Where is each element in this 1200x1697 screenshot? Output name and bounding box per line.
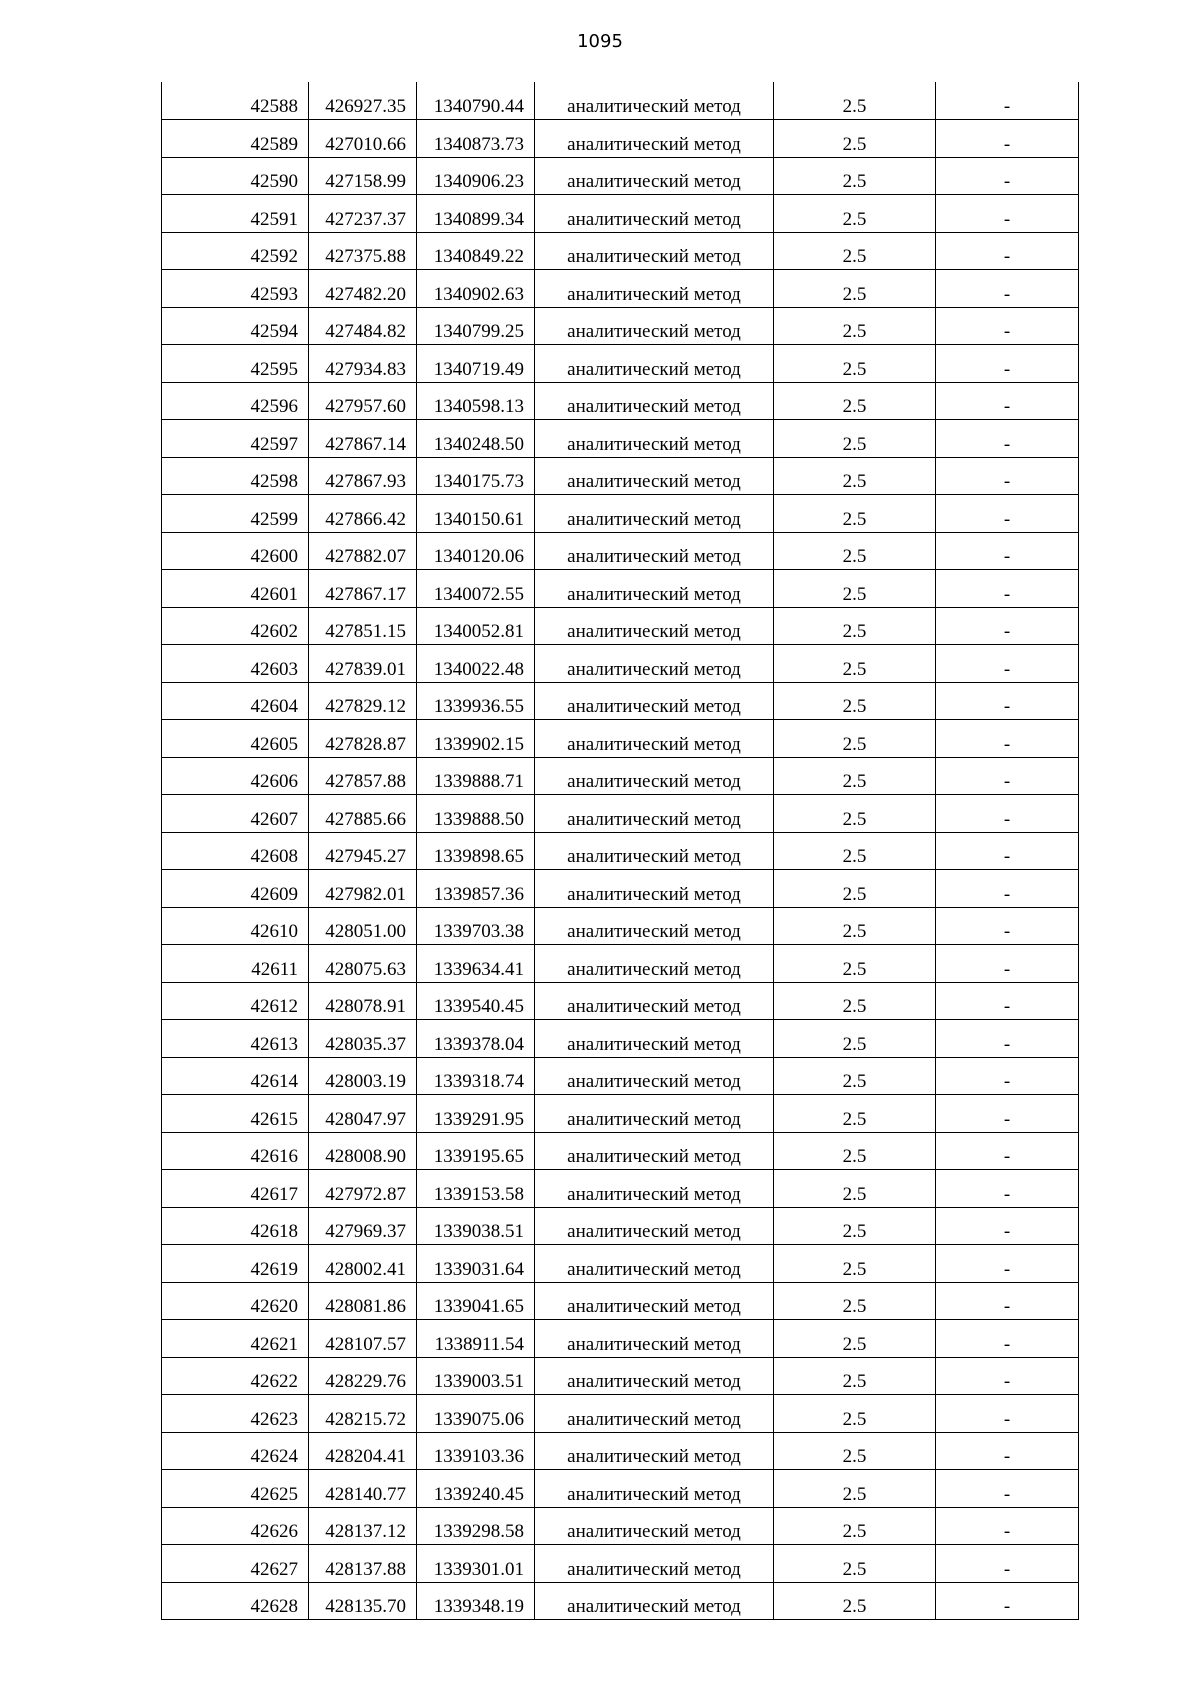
y-coordinate-cell: 1339038.51 [417, 1207, 535, 1245]
table-row [162, 945, 1079, 983]
accuracy-cell: 2.5 [774, 382, 936, 420]
y-coordinate-cell: 1339540.45 [417, 982, 535, 1020]
x-coordinate-cell: 427885.66 [309, 795, 417, 833]
page-number: 1095 [577, 31, 623, 52]
note-cell: - [936, 82, 1079, 120]
x-coordinate-cell: 427945.27 [309, 832, 417, 870]
point-number-cell: 42620 [162, 1282, 309, 1320]
method-cell: аналитический метод [535, 1432, 774, 1470]
note-cell: - [936, 1395, 1079, 1433]
accuracy-cell: 2.5 [774, 870, 936, 908]
y-coordinate-cell: 1340902.63 [417, 270, 535, 308]
note-cell: - [936, 345, 1079, 383]
note-cell: - [936, 420, 1079, 458]
accuracy-cell: 2.5 [774, 1357, 936, 1395]
accuracy-cell: 2.5 [774, 420, 936, 458]
accuracy-cell: 2.5 [774, 1170, 936, 1208]
y-coordinate-cell: 1339936.55 [417, 682, 535, 720]
y-coordinate-cell: 1340906.23 [417, 157, 535, 195]
accuracy-cell: 2.5 [774, 195, 936, 233]
y-coordinate-cell: 1340175.73 [417, 457, 535, 495]
table-row [162, 645, 1079, 683]
x-coordinate-cell: 428078.91 [309, 982, 417, 1020]
point-number-cell: 42597 [162, 420, 309, 458]
note-cell: - [936, 607, 1079, 645]
y-coordinate-cell: 1339075.06 [417, 1395, 535, 1433]
point-number-cell: 42615 [162, 1095, 309, 1133]
method-cell: аналитический метод [535, 1582, 774, 1620]
method-cell: аналитический метод [535, 270, 774, 308]
x-coordinate-cell: 427237.37 [309, 195, 417, 233]
note-cell: - [936, 570, 1079, 608]
table-row [162, 720, 1079, 758]
accuracy-cell: 2.5 [774, 720, 936, 758]
accuracy-cell: 2.5 [774, 645, 936, 683]
table-row [162, 832, 1079, 870]
point-number-cell: 42616 [162, 1132, 309, 1170]
method-cell: аналитический метод [535, 1320, 774, 1358]
accuracy-cell: 2.5 [774, 307, 936, 345]
note-cell: - [936, 1545, 1079, 1583]
y-coordinate-cell: 1339378.04 [417, 1020, 535, 1058]
point-number-cell: 42621 [162, 1320, 309, 1358]
accuracy-cell: 2.5 [774, 1582, 936, 1620]
point-number-cell: 42622 [162, 1357, 309, 1395]
accuracy-cell: 2.5 [774, 757, 936, 795]
accuracy-cell: 2.5 [774, 1207, 936, 1245]
table-row [162, 1582, 1079, 1620]
y-coordinate-cell: 1340052.81 [417, 607, 535, 645]
method-cell: аналитический метод [535, 1020, 774, 1058]
point-number-cell: 42601 [162, 570, 309, 608]
method-cell: аналитический метод [535, 832, 774, 870]
x-coordinate-cell: 427866.42 [309, 495, 417, 533]
y-coordinate-cell: 1339888.50 [417, 795, 535, 833]
method-cell: аналитический метод [535, 307, 774, 345]
note-cell: - [936, 195, 1079, 233]
note-cell: - [936, 270, 1079, 308]
note-cell: - [936, 832, 1079, 870]
note-cell: - [936, 682, 1079, 720]
note-cell: - [936, 870, 1079, 908]
point-number-cell: 42612 [162, 982, 309, 1020]
y-coordinate-cell: 1340150.61 [417, 495, 535, 533]
table-row [162, 795, 1079, 833]
table-row [162, 1170, 1079, 1208]
y-coordinate-cell: 1340849.22 [417, 232, 535, 270]
y-coordinate-cell: 1340873.73 [417, 120, 535, 158]
point-number-cell: 42600 [162, 532, 309, 570]
note-cell: - [936, 1057, 1079, 1095]
x-coordinate-cell: 427158.99 [309, 157, 417, 195]
point-number-cell: 42614 [162, 1057, 309, 1095]
method-cell: аналитический метод [535, 420, 774, 458]
y-coordinate-cell: 1340899.34 [417, 195, 535, 233]
accuracy-cell: 2.5 [774, 345, 936, 383]
method-cell: аналитический метод [535, 1507, 774, 1545]
note-cell: - [936, 532, 1079, 570]
point-number-cell: 42613 [162, 1020, 309, 1058]
x-coordinate-cell: 427828.87 [309, 720, 417, 758]
point-number-cell: 42603 [162, 645, 309, 683]
table-row [162, 82, 1079, 120]
table-row [162, 1095, 1079, 1133]
note-cell: - [936, 1282, 1079, 1320]
point-number-cell: 42625 [162, 1470, 309, 1508]
y-coordinate-cell: 1340598.13 [417, 382, 535, 420]
method-cell: аналитический метод [535, 645, 774, 683]
point-number-cell: 42589 [162, 120, 309, 158]
table-row [162, 757, 1079, 795]
point-number-cell: 42599 [162, 495, 309, 533]
note-cell: - [936, 1095, 1079, 1133]
accuracy-cell: 2.5 [774, 495, 936, 533]
x-coordinate-cell: 427882.07 [309, 532, 417, 570]
x-coordinate-cell: 426927.35 [309, 82, 417, 120]
x-coordinate-cell: 428047.97 [309, 1095, 417, 1133]
note-cell: - [936, 1582, 1079, 1620]
note-cell: - [936, 907, 1079, 945]
point-number-cell: 42619 [162, 1245, 309, 1283]
y-coordinate-cell: 1339888.71 [417, 757, 535, 795]
table-row [162, 682, 1079, 720]
point-number-cell: 42606 [162, 757, 309, 795]
y-coordinate-cell: 1339301.01 [417, 1545, 535, 1583]
table-row [162, 1357, 1079, 1395]
x-coordinate-cell: 428137.12 [309, 1507, 417, 1545]
point-number-cell: 42595 [162, 345, 309, 383]
y-coordinate-cell: 1340799.25 [417, 307, 535, 345]
table-row [162, 532, 1079, 570]
coordinates-table [161, 82, 1079, 1620]
x-coordinate-cell: 427982.01 [309, 870, 417, 908]
table-row [162, 570, 1079, 608]
accuracy-cell: 2.5 [774, 607, 936, 645]
note-cell: - [936, 645, 1079, 683]
x-coordinate-cell: 427957.60 [309, 382, 417, 420]
table-row [162, 345, 1079, 383]
x-coordinate-cell: 427482.20 [309, 270, 417, 308]
table-row [162, 382, 1079, 420]
x-coordinate-cell: 427867.14 [309, 420, 417, 458]
table-row [162, 1282, 1079, 1320]
y-coordinate-cell: 1339634.41 [417, 945, 535, 983]
accuracy-cell: 2.5 [774, 1395, 936, 1433]
table-row [162, 232, 1079, 270]
table-row [162, 1057, 1079, 1095]
method-cell: аналитический метод [535, 382, 774, 420]
y-coordinate-cell: 1340790.44 [417, 82, 535, 120]
table-row [162, 157, 1079, 195]
method-cell: аналитический метод [535, 345, 774, 383]
method-cell: аналитический метод [535, 157, 774, 195]
method-cell: аналитический метод [535, 232, 774, 270]
y-coordinate-cell: 1340072.55 [417, 570, 535, 608]
x-coordinate-cell: 427851.15 [309, 607, 417, 645]
table-row [162, 307, 1079, 345]
x-coordinate-cell: 428215.72 [309, 1395, 417, 1433]
table-row [162, 195, 1079, 233]
point-number-cell: 42611 [162, 945, 309, 983]
x-coordinate-cell: 427972.87 [309, 1170, 417, 1208]
point-number-cell: 42592 [162, 232, 309, 270]
accuracy-cell: 2.5 [774, 532, 936, 570]
note-cell: - [936, 457, 1079, 495]
note-cell: - [936, 982, 1079, 1020]
point-number-cell: 42618 [162, 1207, 309, 1245]
method-cell: аналитический метод [535, 795, 774, 833]
accuracy-cell: 2.5 [774, 1545, 936, 1583]
table-row [162, 1245, 1079, 1283]
table-row [162, 495, 1079, 533]
method-cell: аналитический метод [535, 945, 774, 983]
note-cell: - [936, 232, 1079, 270]
method-cell: аналитический метод [535, 907, 774, 945]
x-coordinate-cell: 428035.37 [309, 1020, 417, 1058]
note-cell: - [936, 1470, 1079, 1508]
x-coordinate-cell: 428204.41 [309, 1432, 417, 1470]
x-coordinate-cell: 427484.82 [309, 307, 417, 345]
y-coordinate-cell: 1339153.58 [417, 1170, 535, 1208]
point-number-cell: 42590 [162, 157, 309, 195]
method-cell: аналитический метод [535, 82, 774, 120]
y-coordinate-cell: 1340248.50 [417, 420, 535, 458]
accuracy-cell: 2.5 [774, 157, 936, 195]
method-cell: аналитический метод [535, 1357, 774, 1395]
accuracy-cell: 2.5 [774, 1132, 936, 1170]
y-coordinate-cell: 1339041.65 [417, 1282, 535, 1320]
table-row [162, 457, 1079, 495]
accuracy-cell: 2.5 [774, 120, 936, 158]
x-coordinate-cell: 428135.70 [309, 1582, 417, 1620]
x-coordinate-cell: 427010.66 [309, 120, 417, 158]
note-cell: - [936, 1320, 1079, 1358]
accuracy-cell: 2.5 [774, 1432, 936, 1470]
table-row [162, 1395, 1079, 1433]
accuracy-cell: 2.5 [774, 1282, 936, 1320]
table-row [162, 1020, 1079, 1058]
method-cell: аналитический метод [535, 607, 774, 645]
method-cell: аналитический метод [535, 720, 774, 758]
x-coordinate-cell: 427829.12 [309, 682, 417, 720]
method-cell: аналитический метод [535, 1395, 774, 1433]
table-row [162, 1320, 1079, 1358]
accuracy-cell: 2.5 [774, 982, 936, 1020]
note-cell: - [936, 157, 1079, 195]
table-row [162, 1545, 1079, 1583]
y-coordinate-cell: 1340022.48 [417, 645, 535, 683]
y-coordinate-cell: 1339031.64 [417, 1245, 535, 1283]
table-row [162, 1470, 1079, 1508]
method-cell: аналитический метод [535, 682, 774, 720]
note-cell: - [936, 1132, 1079, 1170]
x-coordinate-cell: 428075.63 [309, 945, 417, 983]
accuracy-cell: 2.5 [774, 82, 936, 120]
note-cell: - [936, 382, 1079, 420]
x-coordinate-cell: 428051.00 [309, 907, 417, 945]
point-number-cell: 42602 [162, 607, 309, 645]
y-coordinate-cell: 1340719.49 [417, 345, 535, 383]
method-cell: аналитический метод [535, 570, 774, 608]
method-cell: аналитический метод [535, 495, 774, 533]
method-cell: аналитический метод [535, 120, 774, 158]
point-number-cell: 42604 [162, 682, 309, 720]
x-coordinate-cell: 428140.77 [309, 1470, 417, 1508]
y-coordinate-cell: 1338911.54 [417, 1320, 535, 1358]
note-cell: - [936, 720, 1079, 758]
point-number-cell: 42591 [162, 195, 309, 233]
y-coordinate-cell: 1339195.65 [417, 1132, 535, 1170]
table-row [162, 870, 1079, 908]
point-number-cell: 42607 [162, 795, 309, 833]
point-number-cell: 42593 [162, 270, 309, 308]
method-cell: аналитический метод [535, 757, 774, 795]
note-cell: - [936, 1507, 1079, 1545]
y-coordinate-cell: 1339103.36 [417, 1432, 535, 1470]
note-cell: - [936, 307, 1079, 345]
y-coordinate-cell: 1339348.19 [417, 1582, 535, 1620]
x-coordinate-cell: 427867.17 [309, 570, 417, 608]
accuracy-cell: 2.5 [774, 1057, 936, 1095]
note-cell: - [936, 945, 1079, 983]
accuracy-cell: 2.5 [774, 682, 936, 720]
accuracy-cell: 2.5 [774, 907, 936, 945]
point-number-cell: 42617 [162, 1170, 309, 1208]
method-cell: аналитический метод [535, 457, 774, 495]
y-coordinate-cell: 1339902.15 [417, 720, 535, 758]
table-row [162, 120, 1079, 158]
method-cell: аналитический метод [535, 982, 774, 1020]
y-coordinate-cell: 1340120.06 [417, 532, 535, 570]
accuracy-cell: 2.5 [774, 1245, 936, 1283]
accuracy-cell: 2.5 [774, 1020, 936, 1058]
accuracy-cell: 2.5 [774, 457, 936, 495]
method-cell: аналитический метод [535, 1057, 774, 1095]
point-number-cell: 42588 [162, 82, 309, 120]
y-coordinate-cell: 1339318.74 [417, 1057, 535, 1095]
accuracy-cell: 2.5 [774, 832, 936, 870]
accuracy-cell: 2.5 [774, 1507, 936, 1545]
table-row [162, 1132, 1079, 1170]
point-number-cell: 42605 [162, 720, 309, 758]
method-cell: аналитический метод [535, 1245, 774, 1283]
y-coordinate-cell: 1339003.51 [417, 1357, 535, 1395]
point-number-cell: 42609 [162, 870, 309, 908]
note-cell: - [936, 1020, 1079, 1058]
method-cell: аналитический метод [535, 532, 774, 570]
note-cell: - [936, 1357, 1079, 1395]
point-number-cell: 42626 [162, 1507, 309, 1545]
accuracy-cell: 2.5 [774, 1470, 936, 1508]
method-cell: аналитический метод [535, 1470, 774, 1508]
method-cell: аналитический метод [535, 1207, 774, 1245]
y-coordinate-cell: 1339291.95 [417, 1095, 535, 1133]
accuracy-cell: 2.5 [774, 570, 936, 608]
table-row [162, 982, 1079, 1020]
x-coordinate-cell: 428008.90 [309, 1132, 417, 1170]
x-coordinate-cell: 428107.57 [309, 1320, 417, 1358]
method-cell: аналитический метод [535, 1282, 774, 1320]
method-cell: аналитический метод [535, 1095, 774, 1133]
table-row [162, 907, 1079, 945]
point-number-cell: 42598 [162, 457, 309, 495]
table-row [162, 1507, 1079, 1545]
table-row [162, 1207, 1079, 1245]
x-coordinate-cell: 427969.37 [309, 1207, 417, 1245]
accuracy-cell: 2.5 [774, 270, 936, 308]
x-coordinate-cell: 427867.93 [309, 457, 417, 495]
point-number-cell: 42608 [162, 832, 309, 870]
y-coordinate-cell: 1339298.58 [417, 1507, 535, 1545]
accuracy-cell: 2.5 [774, 795, 936, 833]
table-body [162, 82, 1079, 1620]
note-cell: - [936, 757, 1079, 795]
x-coordinate-cell: 427934.83 [309, 345, 417, 383]
point-number-cell: 42596 [162, 382, 309, 420]
note-cell: - [936, 495, 1079, 533]
point-number-cell: 42594 [162, 307, 309, 345]
x-coordinate-cell: 427857.88 [309, 757, 417, 795]
point-number-cell: 42628 [162, 1582, 309, 1620]
accuracy-cell: 2.5 [774, 945, 936, 983]
x-coordinate-cell: 427839.01 [309, 645, 417, 683]
point-number-cell: 42610 [162, 907, 309, 945]
point-number-cell: 42623 [162, 1395, 309, 1433]
x-coordinate-cell: 428003.19 [309, 1057, 417, 1095]
method-cell: аналитический метод [535, 1170, 774, 1208]
table-row [162, 270, 1079, 308]
note-cell: - [936, 120, 1079, 158]
y-coordinate-cell: 1339703.38 [417, 907, 535, 945]
x-coordinate-cell: 427375.88 [309, 232, 417, 270]
point-number-cell: 42624 [162, 1432, 309, 1470]
table-row [162, 420, 1079, 458]
note-cell: - [936, 1245, 1079, 1283]
x-coordinate-cell: 428137.88 [309, 1545, 417, 1583]
note-cell: - [936, 1170, 1079, 1208]
accuracy-cell: 2.5 [774, 1095, 936, 1133]
method-cell: аналитический метод [535, 195, 774, 233]
note-cell: - [936, 795, 1079, 833]
x-coordinate-cell: 428229.76 [309, 1357, 417, 1395]
accuracy-cell: 2.5 [774, 1320, 936, 1358]
y-coordinate-cell: 1339857.36 [417, 870, 535, 908]
x-coordinate-cell: 428002.41 [309, 1245, 417, 1283]
method-cell: аналитический метод [535, 870, 774, 908]
y-coordinate-cell: 1339898.65 [417, 832, 535, 870]
note-cell: - [936, 1207, 1079, 1245]
table-row [162, 1432, 1079, 1470]
table-row [162, 607, 1079, 645]
x-coordinate-cell: 428081.86 [309, 1282, 417, 1320]
accuracy-cell: 2.5 [774, 232, 936, 270]
method-cell: аналитический метод [535, 1545, 774, 1583]
method-cell: аналитический метод [535, 1132, 774, 1170]
point-number-cell: 42627 [162, 1545, 309, 1583]
y-coordinate-cell: 1339240.45 [417, 1470, 535, 1508]
note-cell: - [936, 1432, 1079, 1470]
